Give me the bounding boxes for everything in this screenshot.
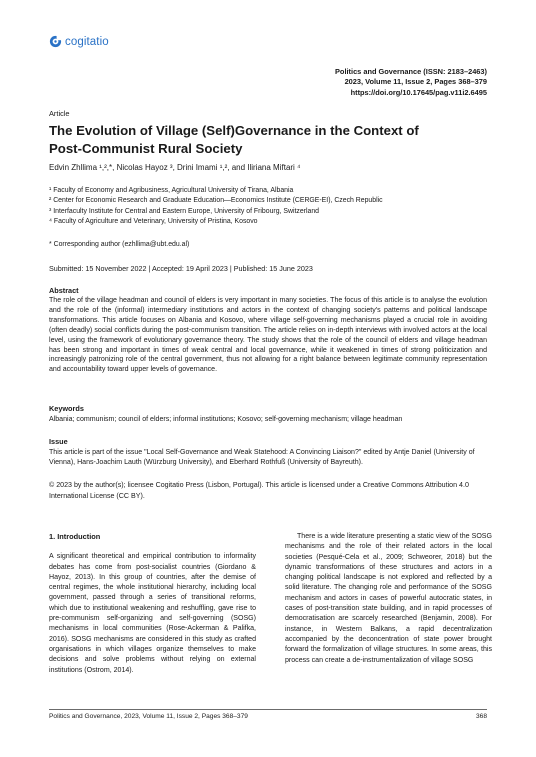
body-paragraph-left: A significant theoretical and empirical contribution to informality debates has come from post-socialist countries (Giordano & Hayoz, 2013). In this group of countries, after the demise of central regimes, the whole institutional hierarchy, including local government, passed through a series of transitional reforms, which due to institutional weakening and reshuffling, gave rise to pre-communism self-organizing and self-governing (SOSG) mechanisms in local communities (Rose-Ackerman & Palifka, 2016). SOSG mechanisms are considered in this study as crafted organisations in which villages organize themselves to make decisions and solve problems without relying on external institutions (Ostrom, 2014). bbox=[49, 553, 256, 674]
cogitatio-logo-icon bbox=[49, 35, 62, 48]
footer-divider bbox=[49, 709, 487, 710]
article-title bbox=[49, 122, 487, 157]
license-statement: © 2023 by the author(s); licensee Cogitatio Press (Lisbon, Portugal). This article is licensed under a Creative Commons Attribution 4.0 International License (CC BY). bbox=[49, 481, 469, 500]
affiliation-1: ¹ Faculty of Economy and Agribusiness, Agricultural University of Tirana, Albania bbox=[49, 187, 294, 194]
logo-text: cogitatio bbox=[65, 35, 109, 48]
journal-info bbox=[335, 67, 487, 98]
keywords-text: Albania; communism; council of elders; informal institutions; Kosovo; self-governing mechanism; village headman bbox=[49, 416, 403, 423]
title-line-1: The Evolution of Village (Self)Governance in the Context of bbox=[49, 123, 419, 138]
abstract-heading: Abstract bbox=[49, 286, 79, 295]
body-column-left bbox=[49, 532, 256, 676]
introduction-heading: 1. Introduction bbox=[49, 532, 101, 541]
submission-dates: Submitted: 15 November 2022 | Accepted: 19 April 2023 | Published: 15 June 2023 bbox=[49, 264, 313, 273]
abstract-text: The role of the village headman and council of elders is very important in many societies. The focus of this article is to analyse the evolution and the role of the (informal) intermediary institutions and actors in the context of changing society's patterns and political landscape transformations. This article focuses on Albania and Kosovo, where village self-governing mechanisms played a crucial role in avoiding (often deadly) social conflicts during the post-communism transition. The article relies on in-depth interviews with involved actors at the local level, using the framework of evolutionary governance theory. The study shows that the role of the council of elders and village headman has been strong and important in times of weak central and local governance, while it weakened in times of strong politicization and increasingly patronizing role of the central government, thus not allowing for a right balance between legitimate community representation and accountability toward upper levels of governance. bbox=[49, 297, 487, 374]
publisher-logo bbox=[49, 35, 109, 48]
affiliation-4: ⁴ Faculty of Agriculture and Veterinary, University of Pristina, Kosovo bbox=[49, 218, 258, 226]
journal-issn: Politics and Governance (ISSN: 2183–2463) bbox=[335, 67, 487, 76]
affiliation-2: ² Center for Economic Research and Graduate Education—Economics Institute (CERGE-EI), Czech Republic bbox=[49, 197, 383, 205]
journal-volume: 2023, Volume 11, Issue 2, Pages 368–379 bbox=[344, 77, 487, 87]
title-line-2: Post-Communist Rural Society bbox=[49, 140, 243, 156]
page-number: 368 bbox=[475, 713, 487, 720]
keywords-heading: Keywords bbox=[49, 404, 84, 413]
body-paragraph-right: There is a wide literature presenting a static view of the SOSG mechanisms and the role of their related actors in the local societies (Pesqué-Cela et al., 2009; Schweorer, 2018) but the dynamic transformations of these structures and actors in a changing political landscape is not explored and reflected by a solid literature. The changing role and performance of the SOSG mechanism and actors in cases of powerful autocratic states, in cases of post-transition state building, and in rapid processes of democratisation are scarcely researched (Benjamin, 2008). For instance, in Western Balkans, a rapid decentralization accompanied by the deconcentration of state power brought forward the formalization of village structures. In some areas, this process can create a de-instrumentalization of village SOSG bbox=[285, 533, 492, 664]
affiliation-3: ³ Interfaculty Institute for Central and Eastern Europe, University of Fribourg, Switzerland bbox=[49, 207, 320, 215]
article-type: Article bbox=[49, 109, 70, 118]
issue-heading: Issue bbox=[49, 437, 68, 446]
journal-doi[interactable]: https://doi.org/10.17645/pag.v11i2.6495 bbox=[350, 87, 487, 97]
issue-text: This article is part of the issue "Local Self-Governance and Weak Statehood: A Convincing Liaison?" edited by Antje Daniel (University of Vienna), Hans-Joachim Lauth (Würzburg University), and Eberhard Rothfuß (University of Bayreuth). bbox=[49, 449, 475, 467]
footer-citation: Politics and Governance, 2023, Volume 11, Issue 2, Pages 368–379 bbox=[49, 713, 248, 720]
body-column-right bbox=[285, 532, 492, 666]
author-list: Edvin Zhllima ¹,²,*, Nicolas Hayoz ³, Drini Imami ¹,², and Iliriana Miftari ⁴ bbox=[49, 163, 301, 172]
corresponding-author: * Corresponding author (ezhllima@ubt.edu.al) bbox=[49, 241, 190, 248]
affiliations bbox=[49, 186, 487, 228]
